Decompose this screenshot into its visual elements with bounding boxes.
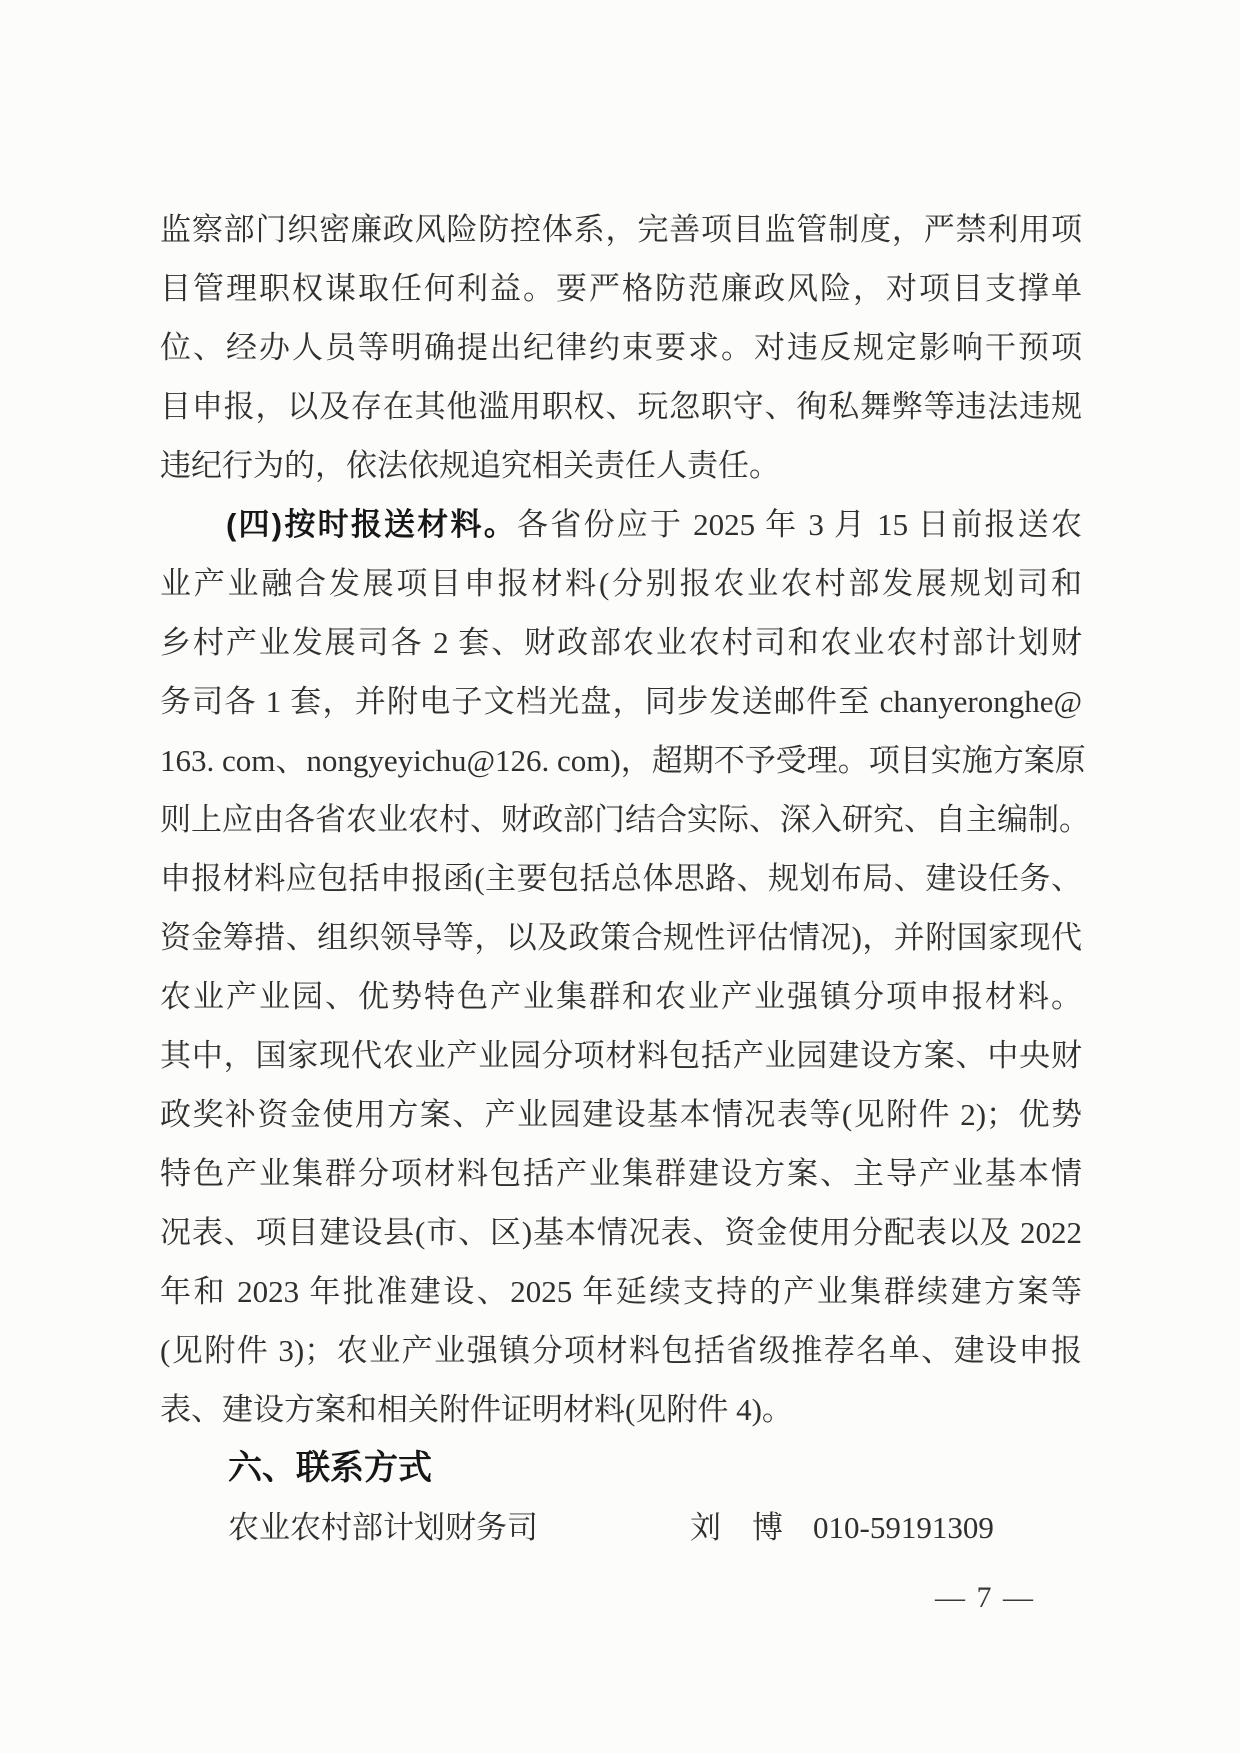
body-text-line: 特色产业集群分项材料包括产业集群建设方案、主导产业基本情 <box>160 1156 1082 1191</box>
body-text-line: 位、经办人员等明确提出纪律约束要求。对违反规定影响干预项 <box>160 330 1082 365</box>
body-text-line: 况表、项目建设县(市、区)基本情况表、资金使用分配表以及 2022 <box>160 1215 1082 1250</box>
body-text-line: 目申报，以及存在其他滥用职权、玩忽职守、徇私舞弊等违法违规 <box>160 389 1082 424</box>
body-text-line: 年和 2023 年批准建设、2025 年延续支持的产业集群续建方案等 <box>160 1274 1082 1309</box>
body-text-line: 农业产业园、优势特色产业集群和农业产业强镇分项申报材料。 <box>160 979 1082 1014</box>
contact-row <box>160 1498 1082 1557</box>
paragraph-end-line: 表、建设方案和相关附件证明材料(见附件 4)。 <box>160 1392 793 1427</box>
contact-phone-number: 010-59191309 <box>813 1510 994 1545</box>
page-number: — 7 — <box>935 1581 1035 1614</box>
body-text-line: 务司各 1 套，并附电子文档光盘，同步发送邮件至 chanyeronghe@ <box>160 684 1082 719</box>
body-text-line: 申报材料应包括申报函(主要包括总体思路、规划布局、建设任务、 <box>160 861 1082 896</box>
contact-department: 农业农村部计划财务司 <box>228 1510 538 1545</box>
contact-person-name: 刘 博 <box>690 1510 783 1545</box>
body-text-line: 监察部门织密廉政风险防控体系，完善项目监管制度，严禁利用项 <box>160 212 1082 247</box>
body-text-line: 163. com、nongyeyichu@126. com)，超期不予受理。项目实施方案原 <box>160 743 1086 778</box>
body-text-line: 乡村产业发展司各 2 套、财政部农业农村司和农业农村部计划财 <box>160 625 1082 660</box>
body-text-line <box>160 495 1082 554</box>
section-heading: 六、联系方式 <box>228 1449 432 1487</box>
body-text-line: 业产业融合发展项目申报材料(分别报农业农村部发展规划司和 <box>160 566 1082 601</box>
inline-subsection-heading: (四)按时报送材料。 <box>226 507 517 542</box>
body-text-line: (见附件 3)；农业产业强镇分项材料包括省级推荐名单、建设申报 <box>160 1333 1082 1368</box>
document-text-block <box>160 200 1090 1557</box>
body-text-line: 则上应由各省农业农村、财政部门结合实际、深入研究、自主编制。 <box>160 802 1090 837</box>
body-text-line: 资金筹措、组织领导等，以及政策合规性评估情况)，并附国家现代 <box>160 920 1082 955</box>
body-text-segment: 各省份应于 2025 年 3 月 15 日前报送农 <box>517 507 1082 542</box>
body-text-line: 政奖补资金使用方案、产业园建设基本情况表等(见附件 2)；优势 <box>160 1097 1082 1132</box>
paragraph-end-line: 违纪行为的，依法依规追究相关责任人责任。 <box>160 448 780 483</box>
body-text-line: 目管理职权谋取任何利益。要严格防范廉政风险，对项目支撑单 <box>160 271 1082 306</box>
body-text-line: 其中，国家现代农业产业园分项材料包括产业园建设方案、中央财 <box>160 1038 1082 1073</box>
